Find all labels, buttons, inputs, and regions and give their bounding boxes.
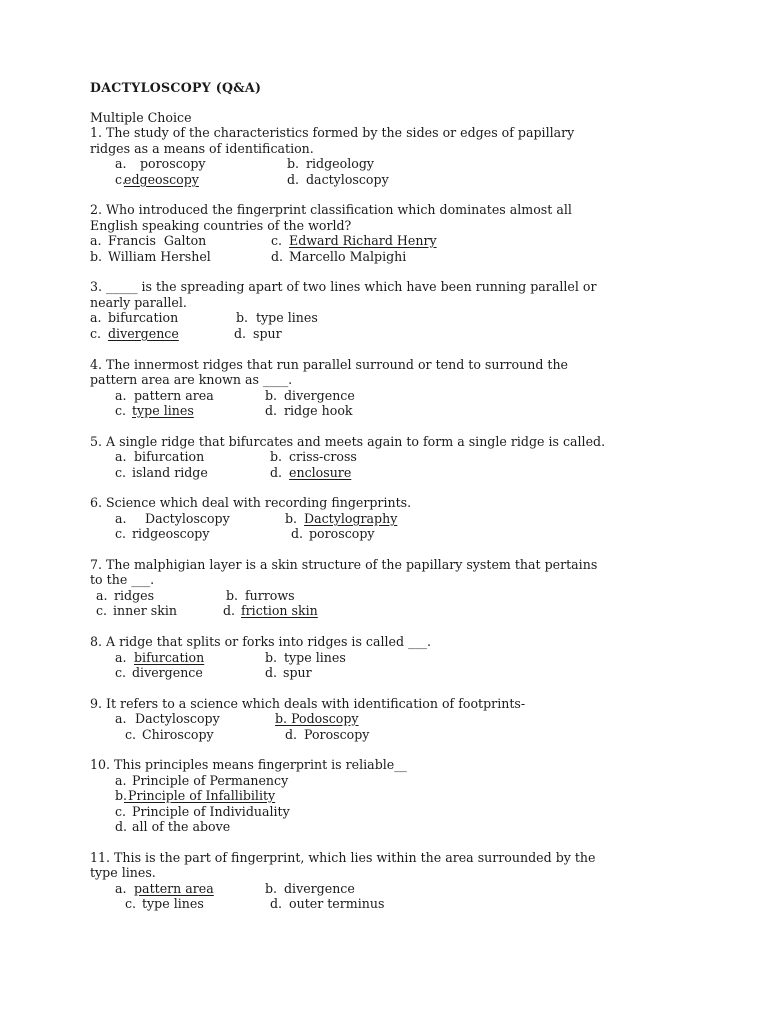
option-letter: b. (226, 588, 239, 603)
option-text: bifurcation (134, 449, 205, 464)
option-text: Principle of Individuality (132, 804, 290, 819)
option-letter: a. (115, 711, 127, 726)
option-letter: b. (90, 249, 103, 264)
option-letter: c. (125, 896, 137, 911)
document-title: DACTYLOSCOPY (Q&A) (90, 80, 262, 95)
option-letter: a. (115, 773, 127, 788)
option-text: spur (283, 665, 312, 680)
question-stem-line: 6. Science which deal with recording fingerprints. (90, 495, 412, 510)
option-text: outer terminus (289, 896, 385, 911)
option-text-answer: type lines (132, 403, 194, 418)
option-letter: b. (270, 449, 283, 464)
option-text: type lines (284, 650, 346, 665)
option-text: type lines (256, 310, 318, 325)
option-letter: b. (236, 310, 249, 325)
option-letter: b. (287, 156, 300, 171)
option-letter: d. (271, 249, 284, 264)
option-text: Marcello Malpighi (289, 249, 407, 264)
section-heading: Multiple Choice (90, 110, 192, 125)
option-letter: d. (285, 727, 298, 742)
question-stem-line: 11. This is the part of fingerprint, which lies within the area surrounded by the (90, 850, 596, 865)
option-letter: d. (234, 326, 247, 341)
option-text-answer: Principle of Infallibility (124, 788, 276, 803)
option-letter: d. (265, 665, 278, 680)
option-text: poroscopy (140, 156, 206, 171)
question-stem-line: 8. A ridge that splits or forks into ridges is called ___. (90, 634, 431, 649)
option-letter: c. (115, 526, 127, 541)
option-letter: c. (115, 665, 127, 680)
question-stem-line: type lines. (90, 865, 156, 880)
option-letter: c. (115, 172, 127, 187)
option-letter: d. (265, 403, 278, 418)
option-letter: d. (291, 526, 304, 541)
option-text-answer: edgeoscopy (124, 172, 199, 187)
question-stem-line: 9. It refers to a science which deals with identification of footprints- (90, 696, 526, 711)
option-text-answer: bifurcation (134, 650, 205, 665)
question-stem-line: 4. The innermost ridges that run parallel surround or tend to surround the (90, 357, 569, 372)
question-stem-line: English speaking countries of the world? (90, 218, 352, 233)
option-letter: c. (90, 326, 102, 341)
option-text-answer: b. Podoscopy (275, 711, 359, 726)
option-text: divergence (284, 881, 355, 896)
option-letter: d. (287, 172, 300, 187)
option-letter: c. (125, 727, 137, 742)
option-text: criss-cross (289, 449, 357, 464)
option-text: Principle of Permanency (132, 773, 289, 788)
option-text: Poroscopy (304, 727, 370, 742)
option-letter: c. (115, 465, 127, 480)
option-text: William Hershel (108, 249, 211, 264)
option-letter: d. (115, 819, 128, 834)
option-text: island ridge (132, 465, 208, 480)
option-text: type lines (142, 896, 204, 911)
question-stem-line: 1. The study of the characteristics formed by the sides or edges of papillary (90, 125, 575, 140)
question-stem-line: pattern area are known as ____. (90, 372, 293, 387)
option-text: ridgeology (306, 156, 374, 171)
option-letter: a. (115, 650, 127, 665)
option-letter: b. (285, 511, 298, 526)
option-text-answer: pattern area (134, 881, 214, 896)
question-stem-line: 2. Who introduced the fingerprint classification which dominates almost all (90, 202, 572, 217)
option-letter: b. (265, 881, 278, 896)
option-letter: d. (223, 603, 236, 618)
option-letter: a. (90, 310, 102, 325)
option-letter: b. (265, 650, 278, 665)
option-text: dactyloscopy (306, 172, 389, 187)
option-letter: b. (115, 788, 128, 803)
question-stem-line: to the ___. (90, 572, 155, 587)
option-text: ridges (114, 588, 155, 603)
question-stem-line: 7. The malphigian layer is a skin structure of the papillary system that pertains (90, 557, 598, 572)
option-text-answer: Dactylography (304, 511, 398, 526)
option-text: inner skin (113, 603, 177, 618)
option-letter: a. (115, 881, 127, 896)
option-text-answer: enclosure (289, 465, 352, 480)
option-letter: c. (271, 233, 283, 248)
option-letter: d. (270, 896, 283, 911)
option-text-answer: divergence (108, 326, 179, 341)
question-stem-line: 10. This principles means fingerprint is reliable__ (90, 757, 407, 772)
option-text-answer: Edward Richard Henry (289, 233, 437, 248)
option-text: Dactyloscopy (145, 511, 230, 526)
option-text: ridgeoscopy (132, 526, 210, 541)
option-letter: a. (90, 233, 102, 248)
option-text: pattern area (134, 388, 214, 403)
question-stem-line: nearly parallel. (90, 295, 187, 310)
option-text: Francis Galton (108, 233, 207, 248)
option-text: poroscopy (309, 526, 375, 541)
option-letter: a. (115, 511, 127, 526)
option-text: divergence (132, 665, 203, 680)
option-text: all of the above (132, 819, 231, 834)
option-letter: d. (270, 465, 283, 480)
option-letter: c. (115, 804, 127, 819)
option-text: spur (253, 326, 282, 341)
option-letter: c. (115, 403, 127, 418)
option-letter: a. (115, 156, 127, 171)
option-letter: a. (96, 588, 108, 603)
option-letter: a. (115, 449, 127, 464)
option-letter: a. (115, 388, 127, 403)
option-letter: b. (265, 388, 278, 403)
option-text: divergence (284, 388, 355, 403)
option-text-answer: friction skin (241, 603, 318, 618)
option-text: Chiroscopy (142, 727, 214, 742)
question-stem-line: ridges as a means of identification. (90, 141, 314, 156)
option-text: ridge hook (284, 403, 353, 418)
option-text: Dactyloscopy (135, 711, 220, 726)
option-letter: c. (96, 603, 108, 618)
question-stem-line: 5. A single ridge that bifurcates and meets again to form a single ridge is called. (90, 434, 606, 449)
option-text: bifurcation (108, 310, 179, 325)
option-text: furrows (245, 588, 295, 603)
question-stem-line: 3. _____ is the spreading apart of two lines which have been running parallel or (90, 279, 597, 294)
